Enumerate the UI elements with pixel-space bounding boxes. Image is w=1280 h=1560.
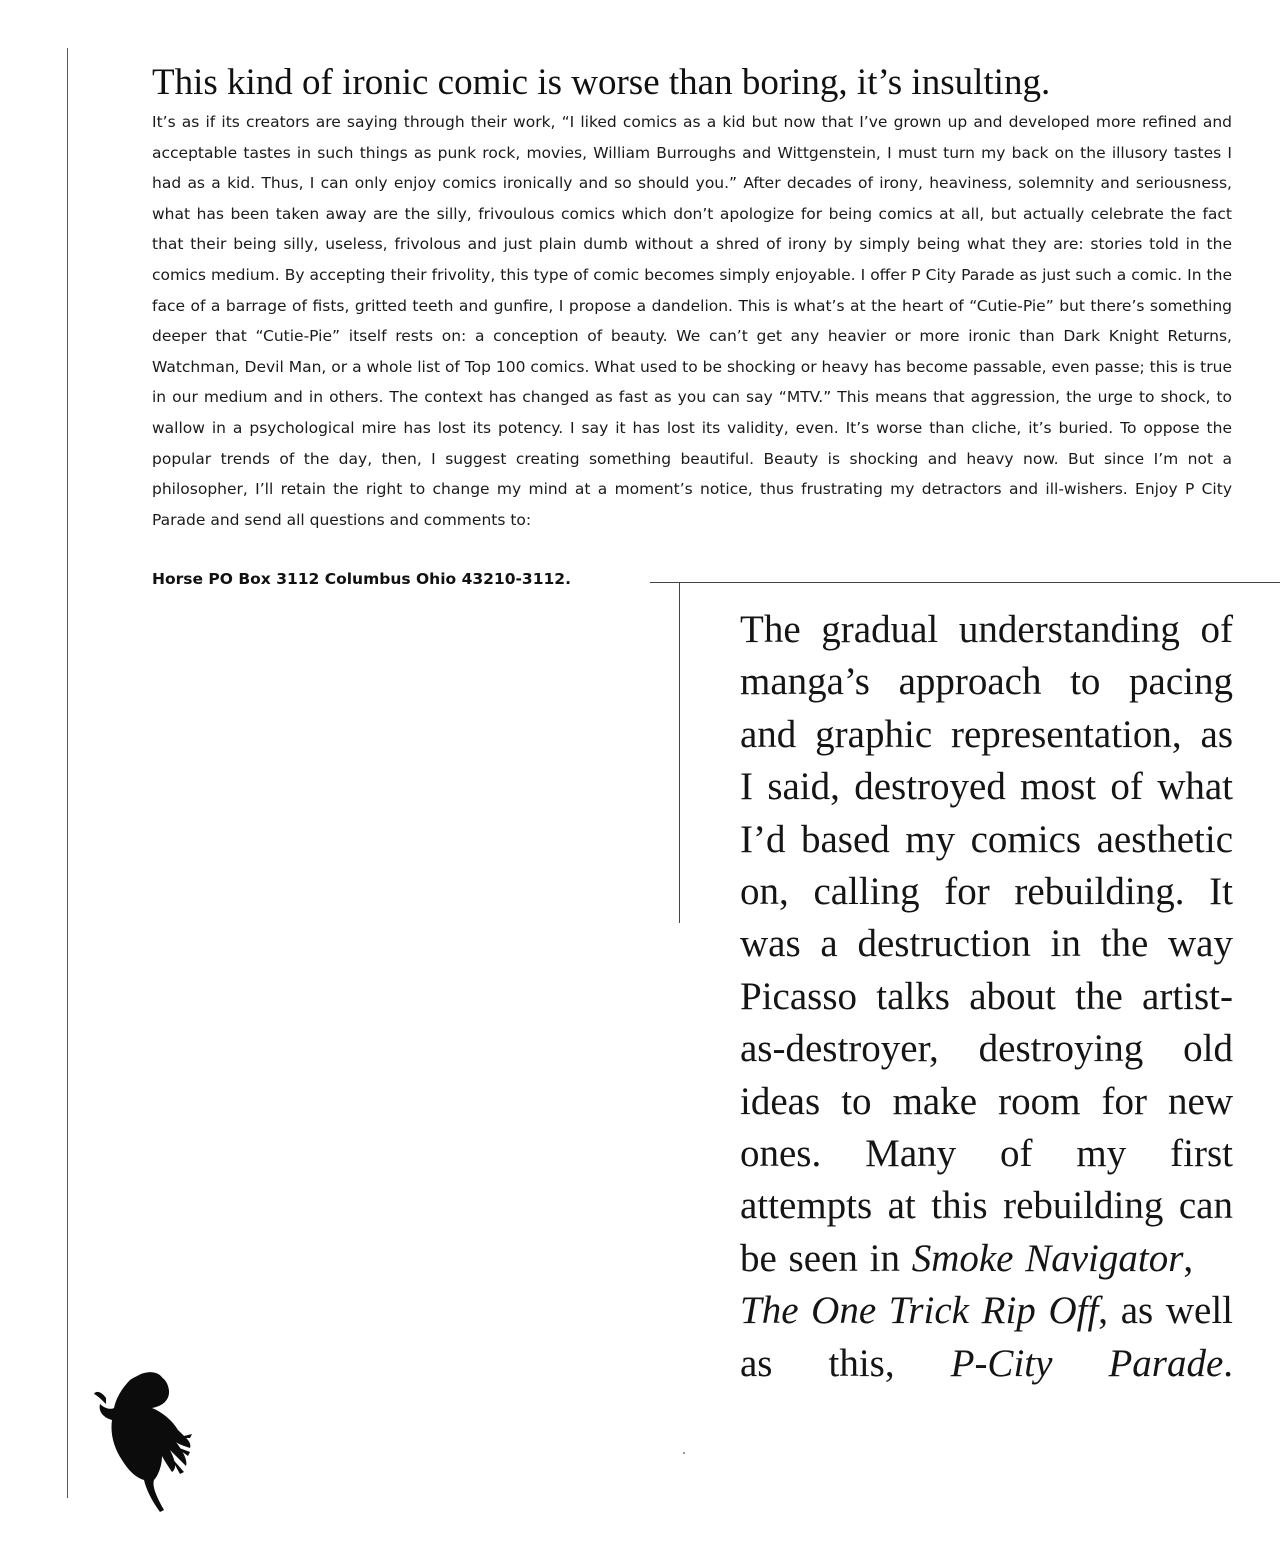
pull-quote-text-2: , as well as this, [740, 1289, 1234, 1385]
horizontal-rule [650, 582, 1280, 583]
title-one-trick-rip-off: The One Trick Rip Off [740, 1289, 1099, 1333]
title-p-city-parade: P-City Parade [950, 1341, 1224, 1385]
pull-quote-separator: , [1183, 1236, 1194, 1280]
vertical-rule [679, 583, 680, 923]
mailing-address: Horse PO Box 3112 Columbus Ohio 43210-3112. [152, 570, 571, 588]
headline: This kind of ironic comic is worse than boring, it’s insulting. [152, 62, 1051, 103]
body-paragraph: It’s as if its creators are saying through their work, “I liked comics as a kid but now that I’ve grown up and developed more refined and acceptable tastes in such things as punk rock, movies, William Burroughs and Wittgenstein, I must turn my back on the illusory tastes I had as a kid. Thus, I can only enjoy comics ironically and so should you.” After decades of irony, heaviness, solemnity and seriousness, what has been taken away are the silly, frivoulous comics which don’t apologize for being comics at all, but actually celebrate the fact that their being silly, useless, frivolous and just plain dumb without a shred of irony by simply being what they are: stories told in the comics medium. By accepting their frivolity, this type of comic becomes simply enjoyable. I offer P City Parade as just such a comic. In the face of a barrage of fists, gritted teeth and gunfire, I propose a dandelion. This is what’s at the heart of “Cutie-Pie” but there’s something deeper that “Cutie-Pie” itself rests on: a conception of beauty. We can’t get any heavier or more ironic than Dark Knight Returns, Watchman, Devil Man, or a whole list of Top 100 comics. What used to be shocking or heavy has become passable, even passe; this is true in our medium and in others. The context has changed as fast as you can say “MTV.” This means that aggression, the urge to shock, to wallow in a psychological mire has lost its potency. I say it has lost its validity, even. It’s worse than cliche, it’s buried. To oppose the popular trends of the day, then, I suggest creating something beautiful. Beauty is shocking and heavy now. But since I’m not a philosopher, I’ll retain the right to change my mind at a moment’s notice, thus frustrating my detractors and ill-wishers. Enjoy P City Parade and send all questions and comments to: [152, 113, 1232, 529]
paper-speck [683, 1452, 685, 1454]
bird-silhouette-icon [92, 1368, 194, 1518]
pull-quote-last-lines [740, 1285, 1233, 1390]
pull-quote-text: The gradual understanding of manga’s approach to pacing and graphic representation, as I said, destroyed most of what I’d based my comics aesthetic on, calling for rebuilding. It was a destruction in the way Picasso talks about the artist-as-destroyer, destroying old ideas to make room for new ones. Many of my first attempts at this rebuilding can be seen in [740, 608, 1233, 1280]
pull-quote [740, 604, 1233, 1390]
pull-quote-end: . [1223, 1341, 1233, 1385]
title-smoke-navigator: Smoke Navigator [911, 1236, 1184, 1280]
margin-rule [67, 48, 68, 1498]
